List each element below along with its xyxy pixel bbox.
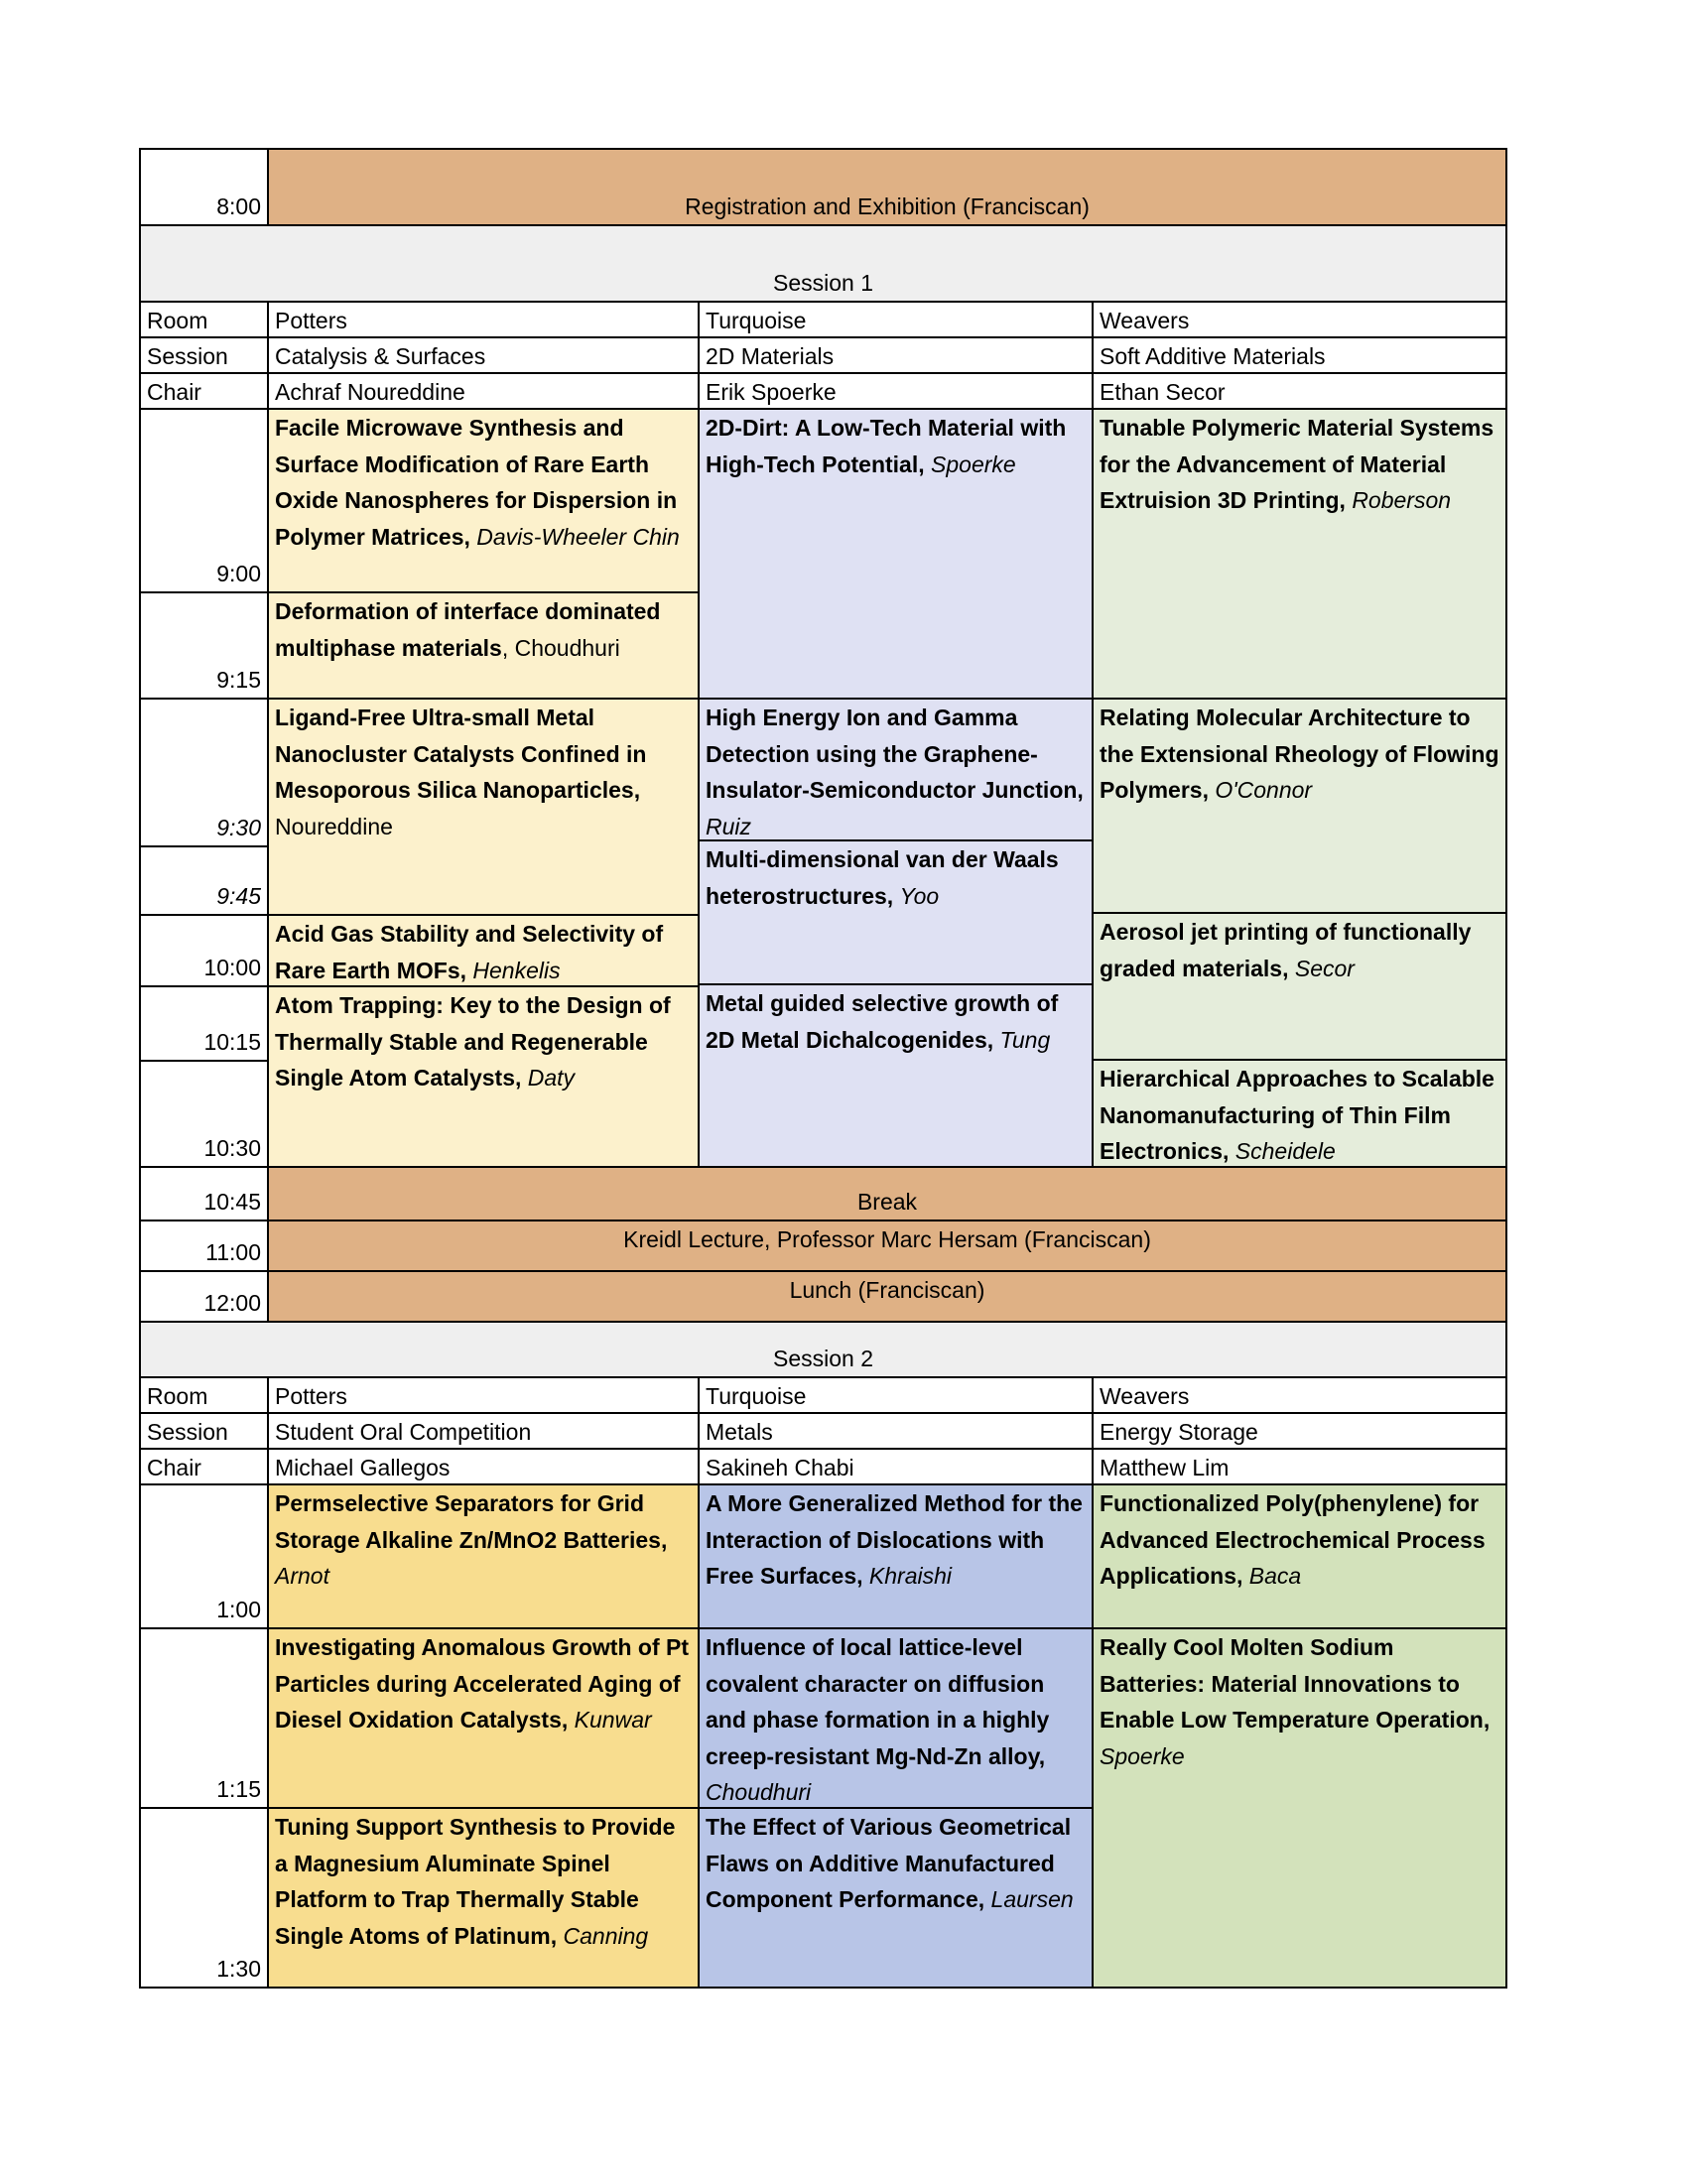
time-label: 10:45: [203, 1188, 261, 1215]
time-slot: [139, 1627, 269, 1809]
talk-title: Acid Gas Stability and Selectivity of Rare Earth MOFs: [275, 921, 664, 983]
talk-cell: Hierarchical Approaches to Scalable Nanomanufacturing of Thin Film Electronics, Scheidele: [1092, 1059, 1507, 1168]
time-label: 1:30: [216, 1955, 261, 1982]
talk-author: Choudhuri: [514, 634, 620, 661]
time-slot: [139, 698, 269, 847]
talk-title: Metal guided selective growth of 2D Metal Dichalcogenides: [706, 990, 1059, 1053]
lecture-time: [139, 1220, 269, 1272]
time-label: 9:30: [216, 814, 261, 840]
talk-cell: Atom Trapping: Key to the Design of Thermally Stable and Regenerable Single Atom Catalysts, Daty: [267, 985, 700, 1168]
talk-cell: Acid Gas Stability and Selectivity of Rare Earth MOFs, Henkelis: [267, 914, 700, 987]
session-weavers: Energy Storage: [1092, 1412, 1507, 1450]
session2-title: Session 2: [772, 1345, 873, 1371]
chair-potters: Michael Gallegos: [267, 1448, 700, 1485]
session1-title: Session 1: [772, 269, 873, 296]
room-potters: Potters: [267, 301, 700, 338]
room-potters: Potters: [267, 1376, 700, 1414]
talk-cell: Aerosol jet printing of functionally graded materials, Secor: [1092, 912, 1507, 1061]
talk-cell: Influence of local lattice-level covalent character on diffusion and phase formation in a highly creep-resistant Mg-Nd-Zn alloy, Choudhuri: [698, 1627, 1094, 1809]
talk-title: Functionalized Poly(phenylene) for Advanced Electrochemical Process Applications: [1100, 1490, 1486, 1589]
break-time: [139, 1166, 269, 1221]
talk-cell: A More Generalized Method for the Interaction of Dislocations with Free Surfaces, Khraishi: [698, 1483, 1094, 1629]
talk-cell: Functionalized Poly(phenylene) for Advanced Electrochemical Process Applications, Baca: [1092, 1483, 1507, 1629]
talk-author: Scheidele: [1234, 1138, 1336, 1164]
room-weavers: Weavers: [1092, 1376, 1507, 1414]
talk-author: Arnot: [275, 1563, 329, 1589]
session-weavers: Soft Additive Materials: [1092, 336, 1507, 374]
session2-header: [139, 1321, 1507, 1378]
talk-cell: Tunable Polymeric Material Systems for the Advancement of Material Extruision 3D Printing, Roberson: [1092, 408, 1507, 700]
time-label: 1:00: [216, 1596, 261, 1622]
break-label: Break: [856, 1188, 918, 1215]
time-label: 10:00: [203, 954, 261, 980]
row-label-session: Session: [139, 336, 269, 374]
row-label-room: Room: [139, 1376, 269, 1414]
talk-cell: Relating Molecular Architecture to the Extensional Rheology of Flowing Polymers, O'Connor: [1092, 698, 1507, 914]
talk-cell: 2D-Dirt: A Low-Tech Material with High-Tech Potential, Spoerke: [698, 408, 1094, 700]
talk-author: Kunwar: [574, 1707, 652, 1733]
talk-title: 2D-Dirt: A Low-Tech Material with High-Tech Potential: [706, 415, 1067, 477]
time-label: 12:00: [203, 1289, 261, 1316]
talk-cell: High Energy Ion and Gamma Detection using the Graphene-Insulator-Semiconductor Junction, Ruiz: [698, 698, 1094, 841]
time-label: 9:45: [216, 882, 261, 909]
row-label-chair: Chair: [139, 1448, 269, 1485]
chair-turquoise: Erik Spoerke: [698, 372, 1094, 410]
talk-cell: Permselective Separators for Grid Storage Alkaline Zn/MnO2 Batteries, Arnot: [267, 1483, 700, 1629]
talk-title: Hierarchical Approaches to Scalable Nanomanufacturing of Thin Film Electronics: [1100, 1066, 1494, 1164]
talk-cell: Multi-dimensional van der Waals heterostructures, Yoo: [698, 839, 1094, 985]
talk-author: Noureddine: [275, 813, 393, 839]
talk-title: High Energy Ion and Gamma Detection using the Graphene-Insulator-Semiconductor Junction: [706, 705, 1078, 803]
talk-title: Tuning Support Synthesis to Provide a Magnesium Aluminate Spinel Platform to Trap Thermally Stable Single Atoms of Platinum: [275, 1814, 676, 1949]
talk-title: Facile Microwave Synthesis and Surface Modification of Rare Earth Oxide Nanospheres for Dispersion in Polymer Matrices: [275, 415, 678, 550]
talk-title: Investigating Anomalous Growth of Pt Particles during Accelerated Aging of Diesel Oxidation Catalysts: [275, 1634, 689, 1733]
talk-title: Ligand-Free Ultra-small Metal Nanocluster Catalysts Confined in Mesoporous Silica Nanoparticles: [275, 705, 647, 803]
talk-title: The Effect of Various Geometrical Flaws on Additive Manufactured Component Performance: [706, 1814, 1072, 1912]
session1-header: [139, 224, 1507, 303]
talk-author: Laursen: [990, 1886, 1074, 1912]
time-slot: [139, 1483, 269, 1629]
talk-author: Ruiz: [706, 813, 752, 839]
talk-cell: Deformation of interface dominated multiphase materials, Choudhuri: [267, 591, 700, 700]
time-label: 1:15: [216, 1775, 261, 1802]
room-weavers: Weavers: [1092, 301, 1507, 338]
chair-turquoise: Sakineh Chabi: [698, 1448, 1094, 1485]
time-slot: [139, 408, 269, 593]
session-potters: Student Oral Competition: [267, 1412, 700, 1450]
talk-cell: Tuning Support Synthesis to Provide a Magnesium Aluminate Spinel Platform to Trap Thermally Stable Single Atoms of Platinum, Canning: [267, 1807, 700, 1989]
time-slot: [139, 985, 269, 1062]
talk-cell: Investigating Anomalous Growth of Pt Particles during Accelerated Aging of Diesel Oxidation Catalysts, Kunwar: [267, 1627, 700, 1809]
break-band: [267, 1166, 1507, 1221]
time-label: 11:00: [205, 1238, 261, 1265]
lunch-label: Lunch (Franciscan): [789, 1277, 985, 1303]
talk-title: Influence of local lattice-level covalent character on diffusion and phase formation in a highly creep-resistant Mg-Nd-Zn alloy: [706, 1634, 1050, 1769]
time-slot: [139, 914, 269, 987]
time-label: 10:30: [203, 1134, 261, 1161]
talk-title: Deformation of interface dominated multiphase materials: [275, 598, 661, 661]
talk-author: Henkelis: [472, 957, 561, 983]
time-label: 8:00: [216, 193, 261, 219]
session-turquoise: 2D Materials: [698, 336, 1094, 374]
talk-cell: Really Cool Molten Sodium Batteries: Material Innovations to Enable Low Temperature Operation, Spoerke: [1092, 1627, 1507, 1989]
row-label-session: Session: [139, 1412, 269, 1450]
talk-title: Really Cool Molten Sodium Batteries: Material Innovations to Enable Low Temperature Operation: [1100, 1634, 1484, 1733]
time-label: 10:15: [203, 1028, 261, 1055]
talk-title: Atom Trapping: Key to the Design of Thermally Stable and Regenerable Single Atom Catalysts: [275, 992, 671, 1091]
talk-author: Khraishi: [868, 1563, 953, 1589]
lecture-label: Kreidl Lecture, Professor Marc Hersam (Franciscan): [623, 1226, 1151, 1252]
time-label: 9:15: [216, 666, 261, 693]
talk-author: Daty: [527, 1065, 576, 1091]
talk-author: Tung: [999, 1026, 1051, 1053]
room-turquoise: Turquoise: [698, 1376, 1094, 1414]
talk-author: Spoerke: [931, 450, 1016, 477]
chair-weavers: Ethan Secor: [1092, 372, 1507, 410]
talk-title: Relating Molecular Architecture to the Extensional Rheology of Flowing Polymers: [1100, 705, 1499, 803]
talk-author: Secor: [1294, 955, 1355, 981]
talk-title: Tunable Polymeric Material Systems for the Advancement of Material Extruision 3D Printing: [1100, 415, 1494, 513]
talk-author: O'Connor: [1215, 777, 1313, 803]
session-turquoise: Metals: [698, 1412, 1094, 1450]
talk-author: Davis-Wheeler Chin: [476, 523, 680, 550]
talk-author: Baca: [1248, 1563, 1302, 1589]
time-slot: [139, 845, 269, 916]
row-label-room: Room: [139, 301, 269, 338]
talk-cell: The Effect of Various Geometrical Flaws on Additive Manufactured Component Performance, Laursen: [698, 1807, 1094, 1989]
chair-weavers: Matthew Lim: [1092, 1448, 1507, 1485]
lunch-band: [267, 1270, 1507, 1323]
time-slot: [139, 591, 269, 700]
talk-title: Multi-dimensional van der Waals heterostructures: [706, 846, 1059, 909]
talk-author: Choudhuri: [706, 1779, 812, 1805]
session-potters: Catalysis & Surfaces: [267, 336, 700, 374]
talk-author: Canning: [563, 1922, 649, 1949]
talk-title: Permselective Separators for Grid Storage Alkaline Zn/MnO2 Batteries: [275, 1490, 661, 1553]
talk-author: Spoerke: [1100, 1742, 1185, 1769]
room-turquoise: Turquoise: [698, 301, 1094, 338]
lunch-time: [139, 1270, 269, 1323]
talk-cell: Facile Microwave Synthesis and Surface Modification of Rare Earth Oxide Nanospheres for Dispersion in Polymer Matrices, Davis-Wheeler Chin: [267, 408, 700, 593]
time-slot: [139, 1807, 269, 1989]
lecture-band: [267, 1220, 1507, 1272]
registration-band: [267, 148, 1507, 226]
time-label: 9:00: [216, 560, 261, 586]
registration-label: Registration and Exhibition (Franciscan): [685, 193, 1090, 219]
talk-author: Roberson: [1352, 487, 1452, 513]
opening-time: [139, 148, 269, 226]
talk-title: A More Generalized Method for the Interaction of Dislocations with Free Surfaces: [706, 1490, 1083, 1589]
row-label-chair: Chair: [139, 372, 269, 410]
talk-cell: Metal guided selective growth of 2D Metal Dichalcogenides, Tung: [698, 983, 1094, 1168]
talk-cell: Ligand-Free Ultra-small Metal Nanocluster Catalysts Confined in Mesoporous Silica Nanoparticles, Noureddine: [267, 698, 700, 916]
chair-potters: Achraf Noureddine: [267, 372, 700, 410]
talk-title: Aerosol jet printing of functionally graded materials: [1100, 919, 1472, 981]
talk-author: Yoo: [899, 882, 940, 909]
time-slot: [139, 1060, 269, 1168]
